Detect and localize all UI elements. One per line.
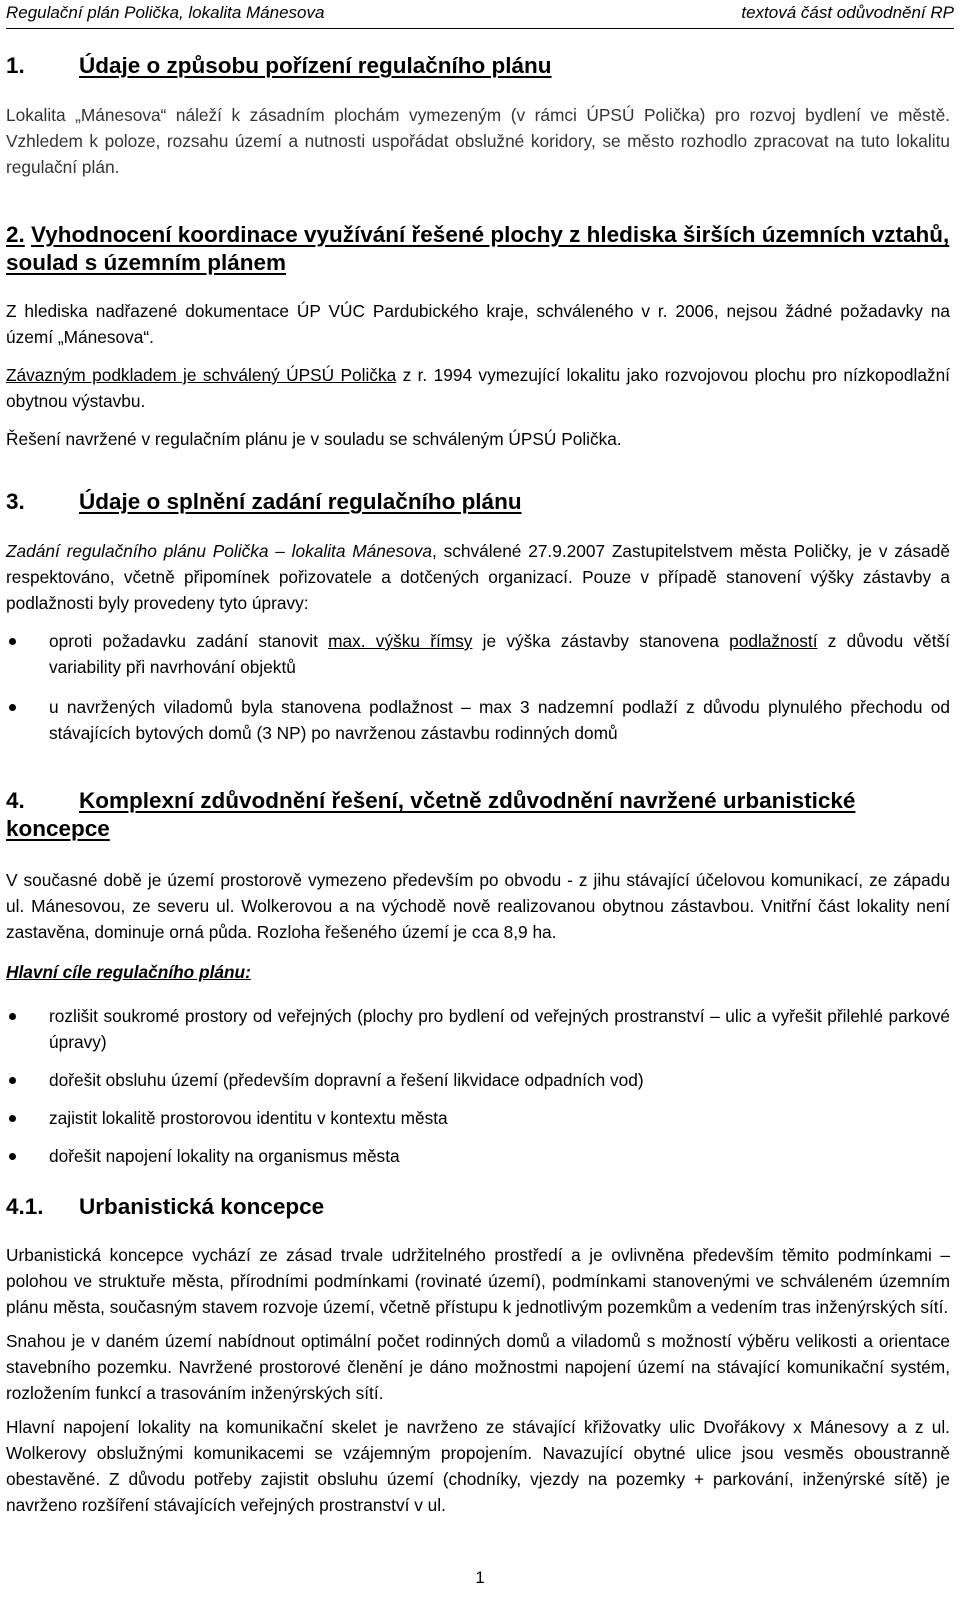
section-4-1-paragraph-2: Snahou je v daném území nabídnout optimální počet rodinných domů a viladomů s možností výběru velikosti a orientace stavebního pozemku. Navržené prostorové členění je dáno možnostmi napojení území na stávající komunikační systém, rozložením funkcí a trasováním inženýrských sítí. xyxy=(6,1331,950,1403)
bullet-1-text-a: oproti požadavku zadání stanovit xyxy=(49,631,329,651)
list-item: dořešit napojení lokality na organismus města xyxy=(6,1143,950,1169)
section-2-paragraph-2-text: z r. 1994 vymezující lokalitu jako rozvojovou plochu pro nízkopodlažní obytnou výstavbu. xyxy=(6,365,950,411)
section-3-title: Údaje o splnění zadání regulačního plánu xyxy=(79,489,522,514)
section-1-number: 1. xyxy=(6,53,25,78)
section-4-1-number: 4.1. xyxy=(6,1194,44,1219)
section-2-heading xyxy=(6,221,950,277)
section-3-paragraph-text: , schválené 27.9.2007 Zastupitelstvem města Poličky, je v zásadě respektováno, včetně připomínek pořizovatele a dotčených organizací. Pouze v případě stanovení výšky zástavby a podlažnosti byly provedeny tyto úpravy: xyxy=(6,541,950,613)
section-4-1-paragraph-1: Urbanistická koncepce vychází ze zásad trvale udržitelného prostředí a je ovlivněna především těmito podmínkami – polohou ve struktuře města, přírodními podmínkami (rovinaté území), podmínkami stanovenými ve schváleném územním plánu města, současným stavem rozvoje území, včetně přístupu k jednotlivým pozemkům a vedením tras inženýrských sítí. xyxy=(6,1245,950,1317)
section-4-1-heading xyxy=(6,1193,950,1221)
section-4-heading xyxy=(6,787,950,843)
section-2-number: 2. xyxy=(6,222,25,247)
list-item: zajistit lokalitě prostorovou identitu v kontextu města xyxy=(6,1105,950,1131)
section-1-paragraph: Lokalita „Mánesova“ náleží k zásadním plochám vymezeným (v rámci ÚPSÚ Polička) pro rozvoj bydlení ve městě. Vzhledem k poloze, rozsahu území a nutnosti uspořádat obslužné koridory, se město rozhodlo zpracovat na tuto lokalitu regulační plán. xyxy=(6,105,950,177)
section-2-paragraph-1: Z hlediska nadřazené dokumentace ÚP VÚC Pardubického kraje, schváleného v r. 2006, nejsou žádné požadavky na území „Mánesova“. xyxy=(6,301,950,347)
section-2-title: Vyhodnocení koordinace využívání řešené plochy z hlediska širších územních vztahů, soulad s územním plánem xyxy=(6,222,950,275)
section-2-paragraph-3: Řešení navržené v regulačním plánu je v souladu se schváleným ÚPSÚ Polička. xyxy=(6,429,622,449)
page-number: 1 xyxy=(475,1568,485,1587)
list-item: rozlišit soukromé prostory od veřejných (plochy pro bydlení od veřejných prostranství – ulic a vyřešit přilehlé parkové úpravy) xyxy=(6,1003,950,1055)
section-4-1-paragraph-3: Hlavní napojení lokality na komunikační skelet je navrženo ze stávající křižovatky ulic Dvořákovy x Mánesovy a z ul. Wolkerovy obslužnými komunikacemi se vzájemným propojením. Navazující obytné ulice jsou vesměs oboustranně obestavěné. Z důvodu potřeby zajistit obsluhu území (chodníky, vjezdy na pozemky + parkování, inženýrské sítě) je navrženo rozšíření stávajících veřejných prostranství v ul. xyxy=(6,1417,950,1515)
page-content xyxy=(6,52,950,1518)
section-4-paragraph: V současné době je území prostorově vymezeno především po obvodu - z jihu stávající účelovou komunikací, ze západu ul. Mánesovou, ze severu ul. Wolkerovou a na východě nově realizovanou obytnou zástavbou. Vnitřní část lokality není zastavěna, dominuje orná půda. Rozloha řešeného území je cca 8,9 ha. xyxy=(6,870,950,942)
section-1-title: Údaje o způsobu pořízení regulačního plánu xyxy=(79,53,552,78)
list-item: dořešit obsluhu území (především dopravní a řešení likvidace odpadních vod) xyxy=(6,1067,950,1093)
goals-list xyxy=(6,1003,950,1169)
section-3-list xyxy=(6,628,950,746)
goals-title: Hlavní cíle regulačního plánu: xyxy=(6,962,251,982)
section-3-italic: Zadání regulačního plánu Polička – lokalita Mánesova xyxy=(6,541,432,561)
section-3-heading xyxy=(6,488,950,516)
bullet-1-text-b: je výška zástavby stanovena xyxy=(472,631,730,651)
list-item xyxy=(6,628,950,680)
section-3-paragraph xyxy=(6,538,950,616)
section-2-underlined: Závazným podkladem je schválený ÚPSÚ Polička xyxy=(6,365,397,385)
page-header xyxy=(6,0,954,29)
section-4-1-title: Urbanistická koncepce xyxy=(79,1194,325,1219)
section-1-heading xyxy=(6,52,950,80)
bullet-1-underlined-1: max. výšku římsy xyxy=(328,631,473,651)
list-item: u navržených viladomů byla stanovena podlažnost – max 3 nadzemní podlaží z důvodu plynulého přechodu od stávajících bytových domů (3 NP) po navrženou zástavbu rodinných domů xyxy=(6,694,950,746)
section-3-number: 3. xyxy=(6,489,25,514)
header-section: textová část odůvodnění RP xyxy=(741,3,954,22)
bullet-1-underlined-2: podlažností xyxy=(729,631,818,651)
section-2-paragraph-2 xyxy=(6,362,950,414)
section-4-title: Komplexní zdůvodnění řešení, včetně zdůvodnění navržené urbanistické koncepce xyxy=(6,788,856,841)
section-4-number: 4. xyxy=(6,788,25,813)
bullet-1-text-c: z důvodu větší variability při navrhování objektů xyxy=(49,631,950,677)
header-title: Regulační plán Polička, lokalita Mánesova xyxy=(6,3,325,22)
